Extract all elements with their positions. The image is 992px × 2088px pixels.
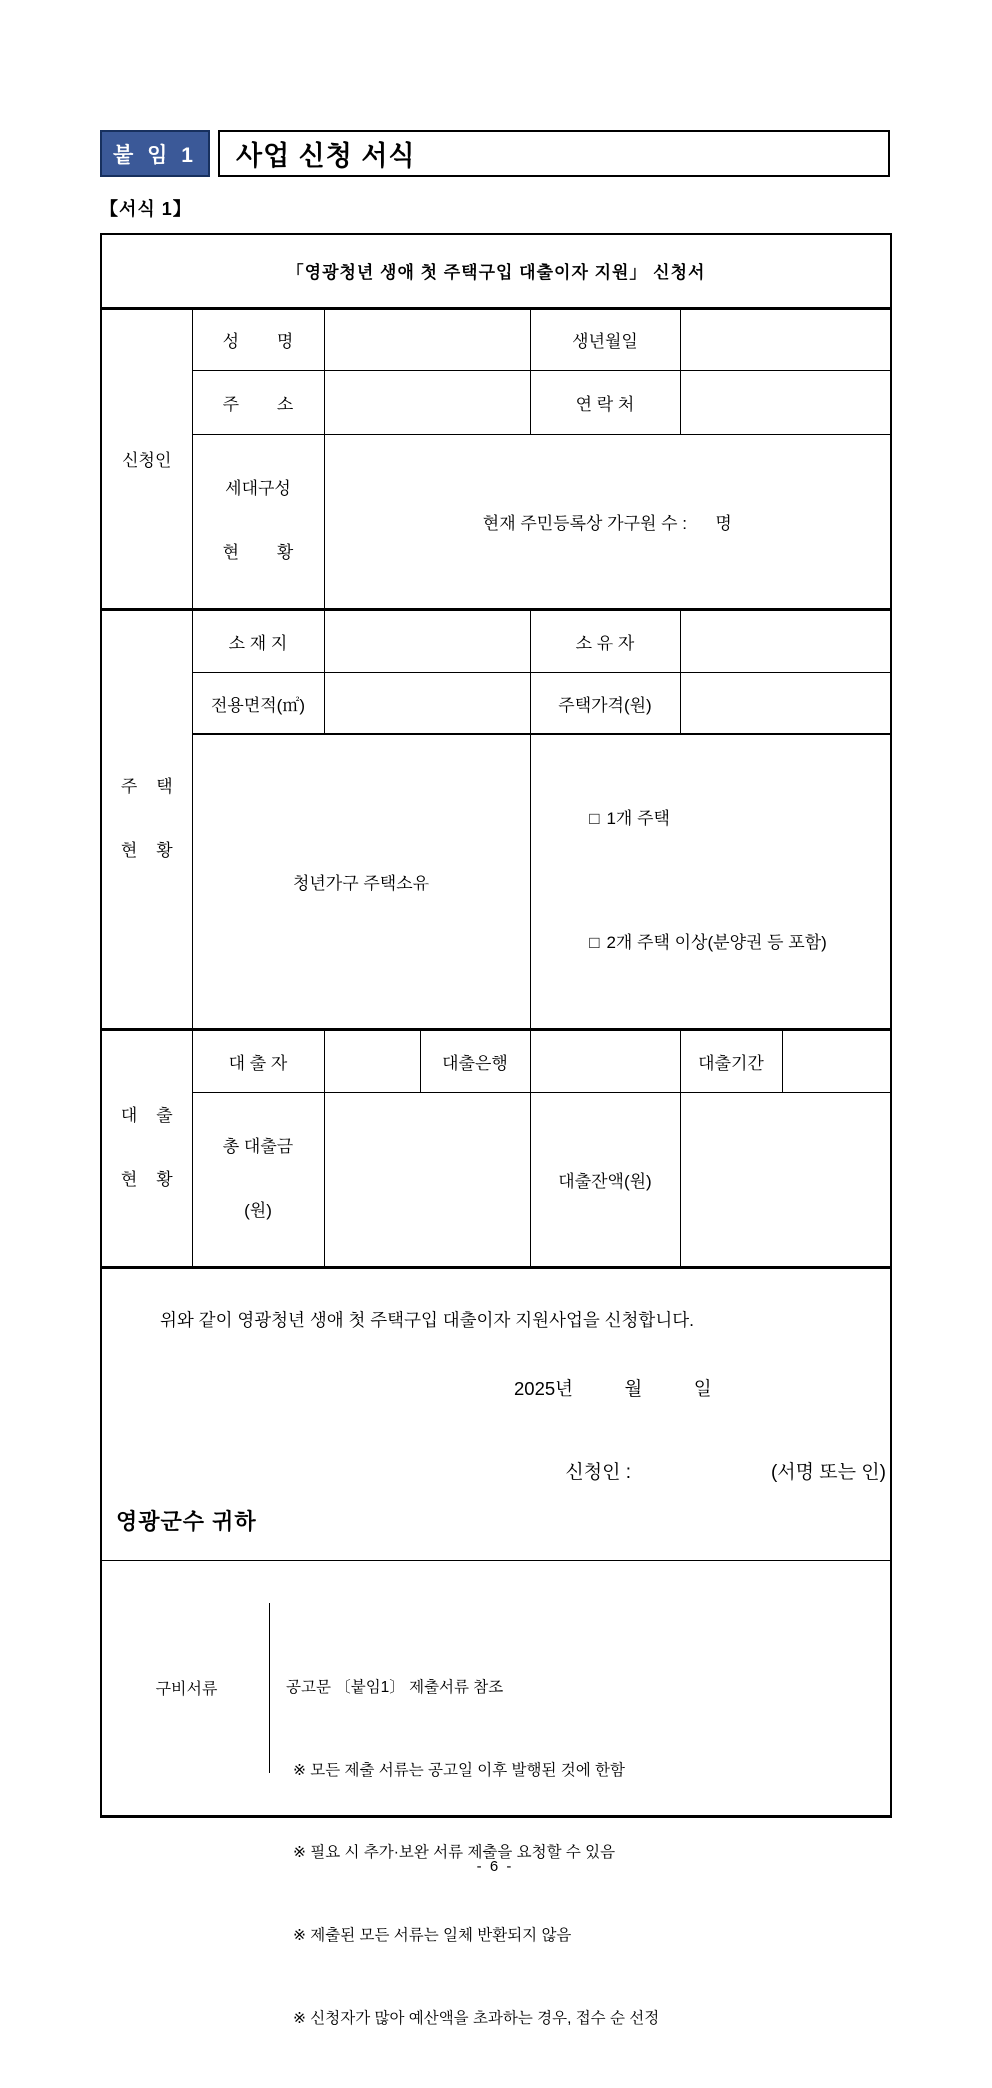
documents-line: ※ 모든 제출 서류는 공고일 이후 발행된 것에 한함 <box>293 1761 625 1779</box>
signature-note: (서명 또는 인) <box>770 1461 886 1483</box>
documents-content <box>270 1603 888 2027</box>
bank-input-cell[interactable] <box>530 1029 680 1092</box>
total-loan-label: 총 대출금 (원) <box>192 1092 324 1267</box>
ownership-option-1-label: 1개 주택 <box>606 809 670 829</box>
documents-line: 공고문 〔붙임1〕 제출서류 참조 <box>286 1679 504 1696</box>
total-loan-input-cell[interactable] <box>324 1092 530 1267</box>
name-input-cell[interactable] <box>324 308 530 370</box>
ownership-label: 청년가구 주택소유 <box>192 734 530 1029</box>
housing-group-label: 주 택 현 황 <box>101 609 192 1029</box>
documents-line: ※ 제출된 모든 서류는 일체 반환되지 않음 <box>293 1927 572 1945</box>
applicant-signature-label: 신청인 : <box>565 1461 631 1483</box>
name-label: 성 명 <box>192 308 324 370</box>
contact-label: 연 락 처 <box>530 370 680 434</box>
checkbox-icon[interactable]: □ <box>589 809 600 829</box>
ownership-option-2[interactable] <box>533 901 889 985</box>
contact-input-cell[interactable] <box>680 370 891 434</box>
form-number-label: 【서식 1】 <box>100 199 192 219</box>
declaration-signature-line <box>502 1435 886 1506</box>
attachment-badge: 붙 임 1 <box>100 130 210 177</box>
area-input-cell[interactable] <box>324 672 530 734</box>
documents-line: ※ 필요 시 추가·보완 서류 제출을 요청할 수 있음 <box>293 1844 616 1862</box>
household-label: 세대구성 현 황 <box>192 434 324 609</box>
location-label: 소 재 지 <box>192 609 324 672</box>
birthdate-label: 생년월일 <box>530 308 680 370</box>
balance-label: 대출잔액(원) <box>530 1092 680 1267</box>
applicant-group-label: 신청인 <box>101 308 192 609</box>
ownership-option-1[interactable] <box>533 777 889 861</box>
declaration-date-line: 2025년 월 일 <box>514 1377 712 1399</box>
page-content <box>100 130 890 2027</box>
period-input-cell[interactable] <box>782 1029 891 1092</box>
declaration-statement: 위와 같이 영광청년 생애 첫 주택구입 대출이자 지원사업을 신청합니다. <box>160 1309 695 1330</box>
documents-line: ※ 신청자가 많아 예산액을 초과하는 경우, 접수 순 선정 <box>293 2009 660 2027</box>
price-label: 주택가격(원) <box>530 672 680 734</box>
birthdate-input-cell[interactable] <box>680 308 891 370</box>
owner-input-cell[interactable] <box>680 609 891 672</box>
application-form-table <box>100 233 892 2027</box>
section-title: 사업 신청 서식 <box>236 141 416 171</box>
loan-group-label: 대 출 현 황 <box>101 1029 192 1267</box>
period-label: 대출기간 <box>680 1029 782 1092</box>
recipient-line: 영광군수 귀하 <box>116 1508 257 1534</box>
address-label: 주 소 <box>192 370 324 434</box>
area-label: 전용면적(㎡) <box>192 672 324 734</box>
owner-label: 소 유 자 <box>530 609 680 672</box>
location-input-cell[interactable] <box>324 609 530 672</box>
ownership-options-cell <box>530 734 891 1029</box>
ownership-option-2-label: 2개 주택 이상(분양권 등 포함) <box>606 933 827 953</box>
documents-label: 구비서류 <box>104 1603 270 1773</box>
checkbox-icon[interactable]: □ <box>589 933 600 953</box>
borrower-label: 대 출 자 <box>192 1029 324 1092</box>
page-number: - 6 - <box>476 1857 514 1875</box>
page-header <box>100 130 890 177</box>
price-input-cell[interactable] <box>680 672 891 734</box>
balance-input-cell[interactable] <box>680 1092 891 1267</box>
declaration-cell <box>101 1267 891 1560</box>
section-title-box <box>218 130 890 177</box>
form-title: 「영광청년 생애 첫 주택구입 대출이자 지원」 신청서 <box>101 234 891 308</box>
bank-label: 대출은행 <box>420 1029 530 1092</box>
documents-row <box>101 1560 891 2027</box>
borrower-input-cell[interactable] <box>324 1029 420 1092</box>
household-count-cell[interactable]: 현재 주민등록상 가구원 수 : 명 <box>324 434 891 609</box>
address-input-cell[interactable] <box>324 370 530 434</box>
